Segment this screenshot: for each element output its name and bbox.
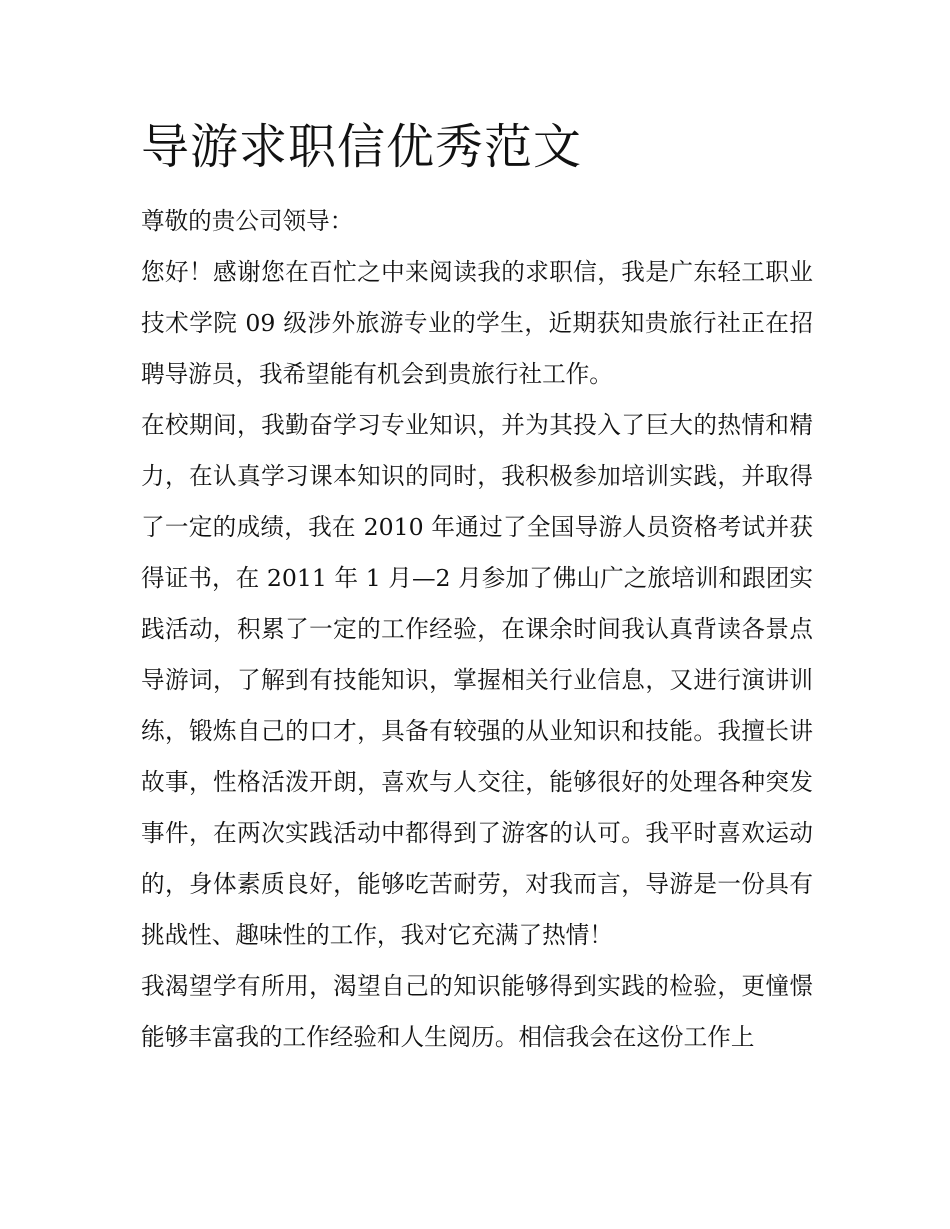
salutation: 尊敬的贵公司领导： <box>141 207 354 235</box>
paragraph-aspiration: 我渴望学有所用，渴望自己的知识能够得到实践的检验，更憧憬能够丰富我的工作经验和人生阅历。相信我会在这份工作上 <box>141 972 813 1051</box>
paragraph-greeting: 您好！感谢您在百忙之中来阅读我的求职信，我是广东轻工职业技术学院 09 级涉外旅游专业的学生，近期获知贵旅行社正在招聘导游员，我希望能有机会到贵旅行社工作。 <box>141 258 813 388</box>
document-page <box>141 112 813 1063</box>
document-title: 导游求职信优秀范文 <box>141 119 583 175</box>
paragraph-experience: 在校期间，我勤奋学习专业知识，并为其投入了巨大的热情和精力，在认真学习课本知识的同时，我积极参加培训实践，并取得了一定的成绩，我在 2010 年通过了全国导游人员资格考试并获得证书，在 2011 年 1 月—2 月参加了佛山广之旅培训和跟团实践活动，积累了一定的工作经验，在课余时间我认真背读各景点导游词，了解到有技能知识，掌握相关行业信息，又进行演讲训练，锻炼自己的口才，具备有较强的从业知识和技能。我擅长讲故事，性格活泼开朗，喜欢与人交往，能够很好的处理各种突发事件，在两次实践活动中都得到了游客的认可。我平时喜欢运动的，身体素质良好，能够吃苦耐劳，对我而言，导游是一份具有挑战性、趣味性的工作，我对它充满了热情！ <box>141 411 813 949</box>
